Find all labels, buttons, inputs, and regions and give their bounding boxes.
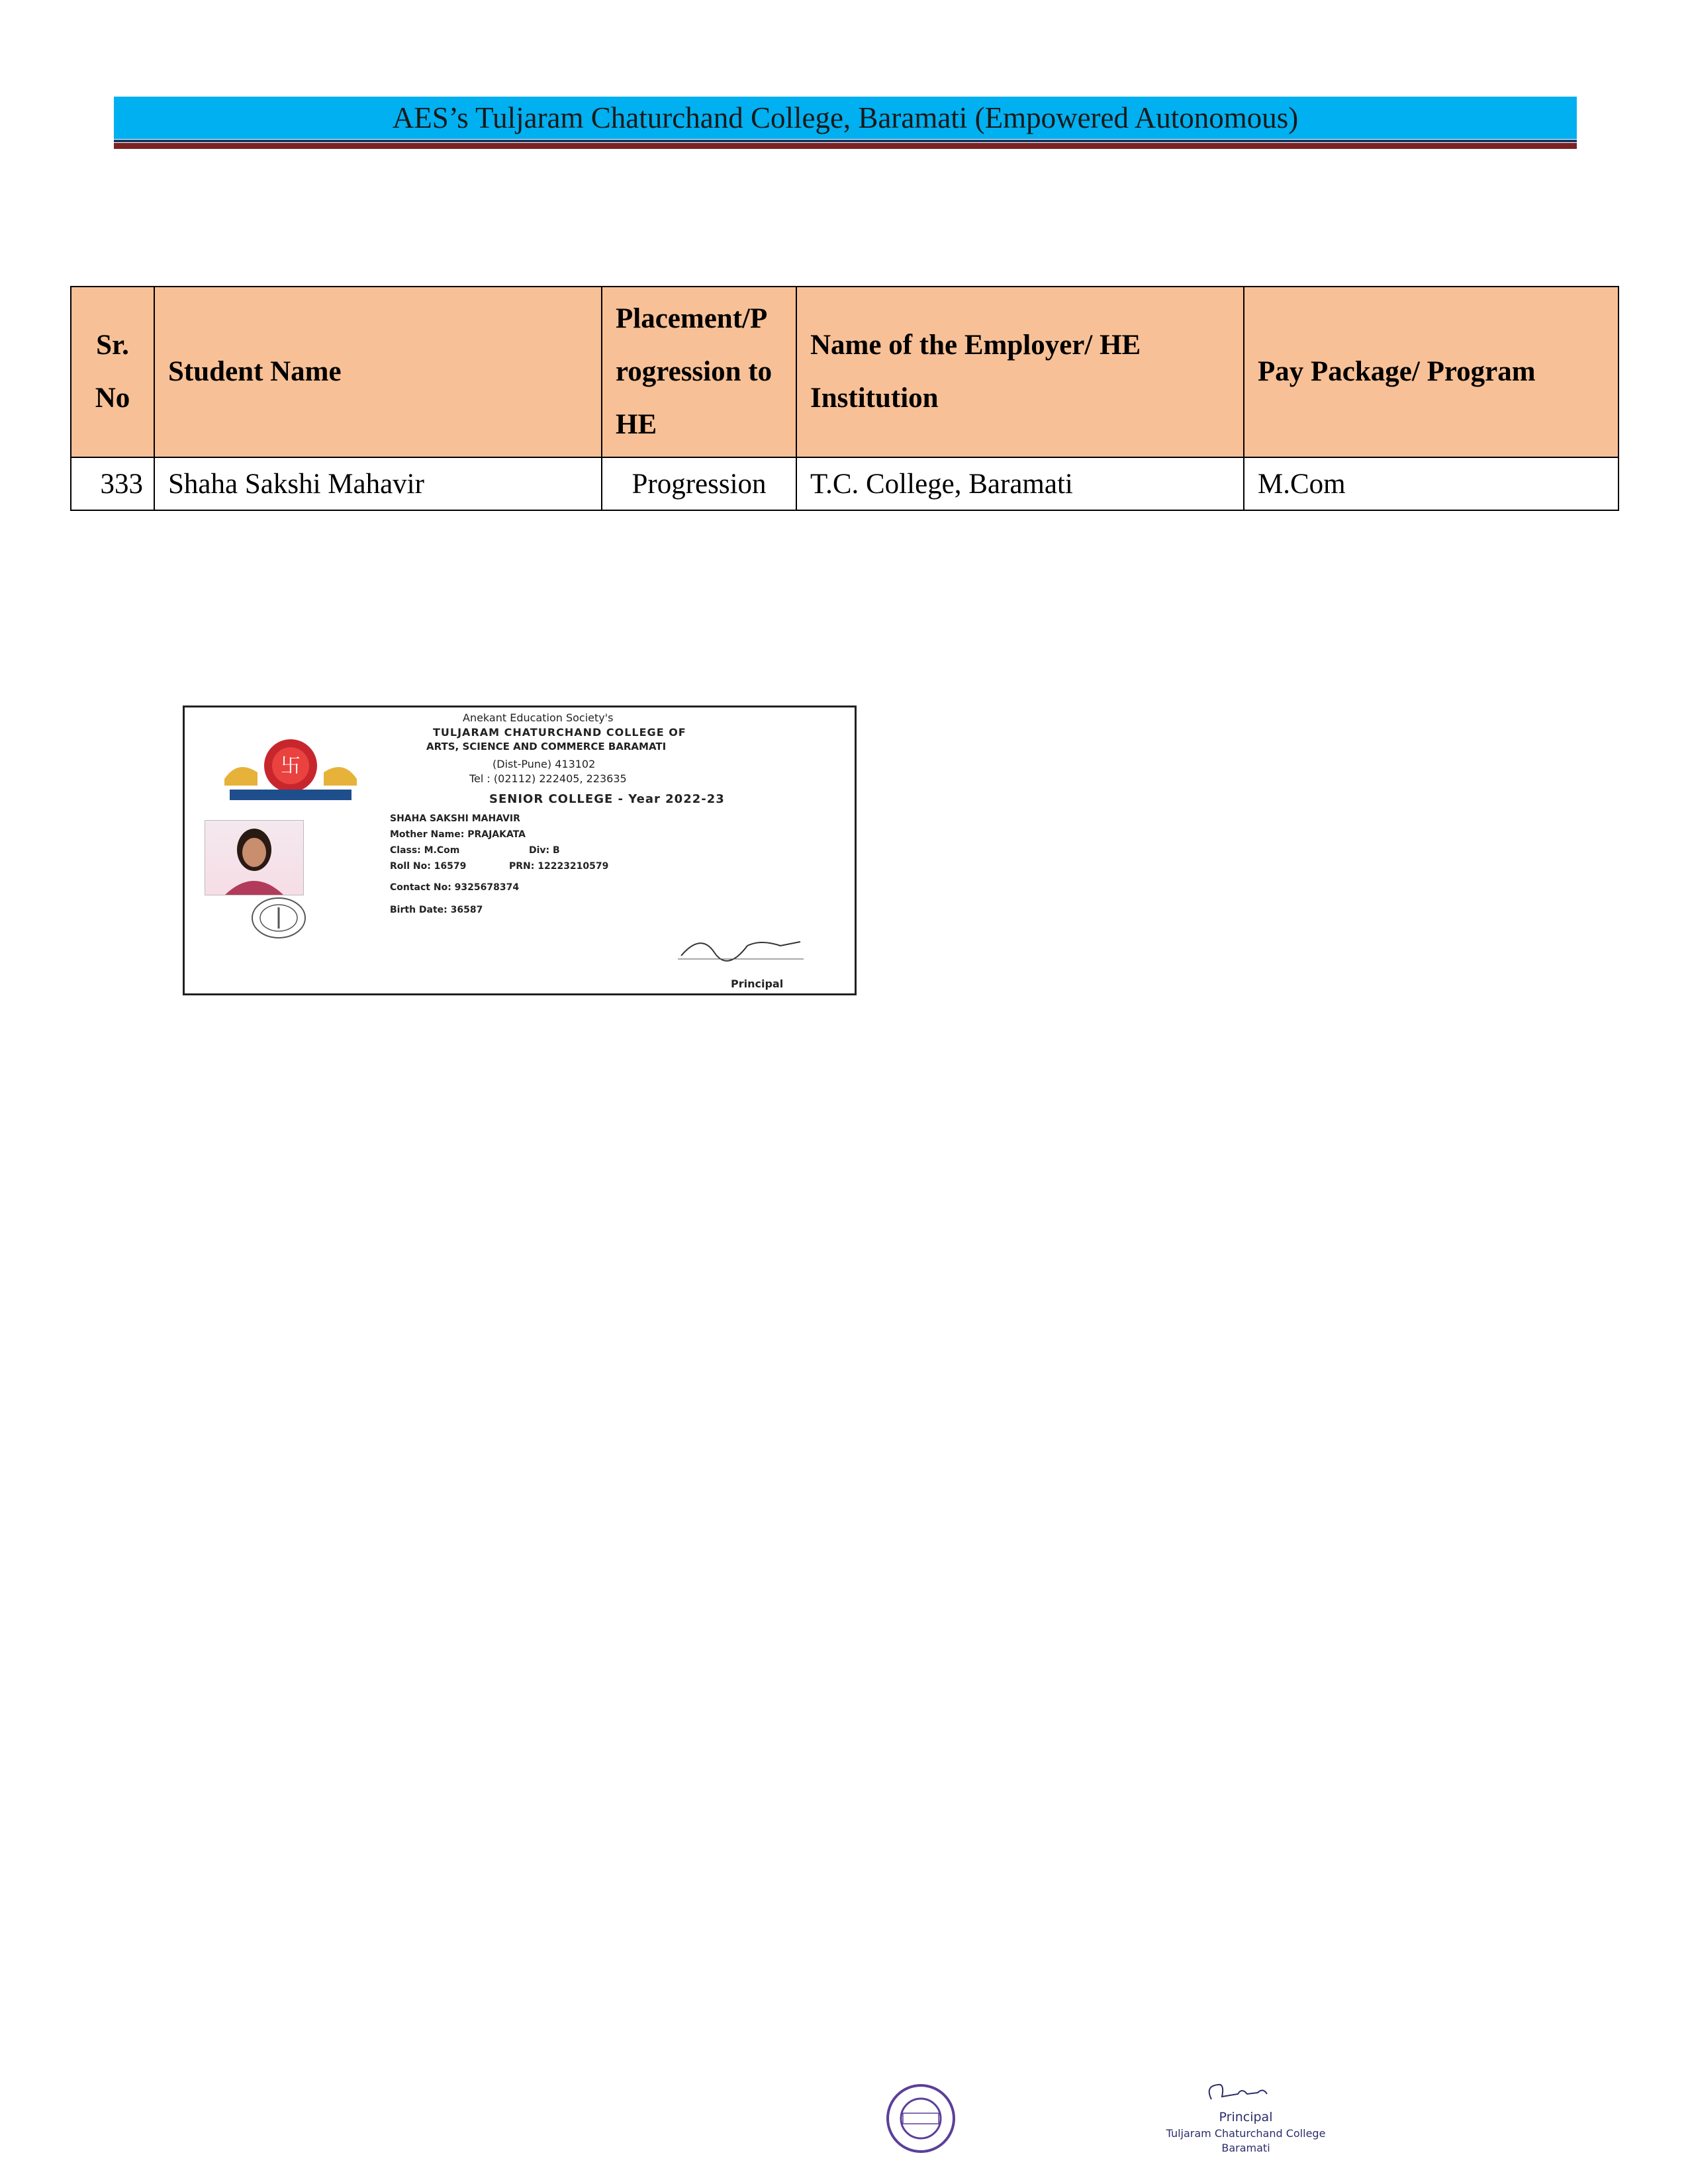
card-division: Div: B — [529, 845, 560, 856]
header-rule-red — [114, 143, 1577, 149]
col-header-student-name: Student Name — [154, 287, 602, 457]
principal-signature-icon — [1198, 2079, 1278, 2109]
footer-principal-label: Principal — [1219, 2110, 1273, 2124]
card-year: SENIOR COLLEGE - Year 2022-23 — [489, 792, 725, 806]
placement-table — [70, 286, 1619, 511]
card-signature-icon — [675, 926, 807, 966]
cell-employer: T.C. College, Baramati — [796, 457, 1244, 510]
footer-city-label: Baramati — [1221, 2142, 1270, 2154]
cell-pay-package: M.Com — [1244, 457, 1618, 510]
card-prn: PRN: 12223210579 — [509, 861, 609, 872]
card-seal-icon — [251, 897, 306, 939]
card-mother-name: Mother Name: PRAJAKATA — [390, 829, 526, 840]
card-student-name: SHAHA SAKSHI MAHAVIR — [390, 813, 520, 824]
college-stamp-icon — [886, 2083, 956, 2154]
card-contact: Contact No: 9325678374 — [390, 882, 520, 893]
col-header-pay-package: Pay Package/ Program — [1244, 287, 1618, 457]
card-class: Class: M.Com — [390, 845, 460, 856]
card-college-line1: TULJARAM CHATURCHAND COLLEGE OF — [433, 726, 686, 739]
card-college-line2: ARTS, SCIENCE AND COMMERCE BARAMATI — [426, 741, 667, 752]
student-photo-icon — [205, 821, 303, 895]
svg-text:卐: 卐 — [281, 754, 301, 778]
card-birth-date: Birth Date: 36587 — [390, 905, 483, 915]
col-header-employer: Name of the Employer/ HE Institution — [796, 287, 1244, 457]
cell-placement-type: Progression — [602, 457, 796, 510]
cell-student-name: Shaha Sakshi Mahavir — [154, 457, 602, 510]
header-rule-blue — [114, 140, 1577, 142]
table-row — [71, 457, 1618, 510]
cell-sr-no: 333 — [71, 457, 154, 510]
page-header-title: AES’s Tuljaram Chaturchand College, Baramati (Empowered Autonomous) — [114, 97, 1577, 139]
card-telephone: Tel : (02112) 222405, 223635 — [469, 772, 627, 785]
col-header-placement: Placement/P rogression to HE — [602, 287, 796, 457]
card-roll-no: Roll No: 16579 — [390, 861, 467, 872]
college-logo-icon — [218, 733, 363, 805]
card-principal-label: Principal — [731, 978, 784, 990]
card-society: Anekant Education Society's — [463, 711, 614, 724]
card-address: (Dist-Pune) 413102 — [492, 758, 596, 770]
student-id-card — [183, 705, 857, 995]
footer-college-label: Tuljaram Chaturchand College — [1166, 2127, 1326, 2140]
student-photo — [205, 820, 304, 895]
table-header-row — [71, 287, 1618, 457]
col-header-sr-no: Sr. No — [71, 287, 154, 457]
